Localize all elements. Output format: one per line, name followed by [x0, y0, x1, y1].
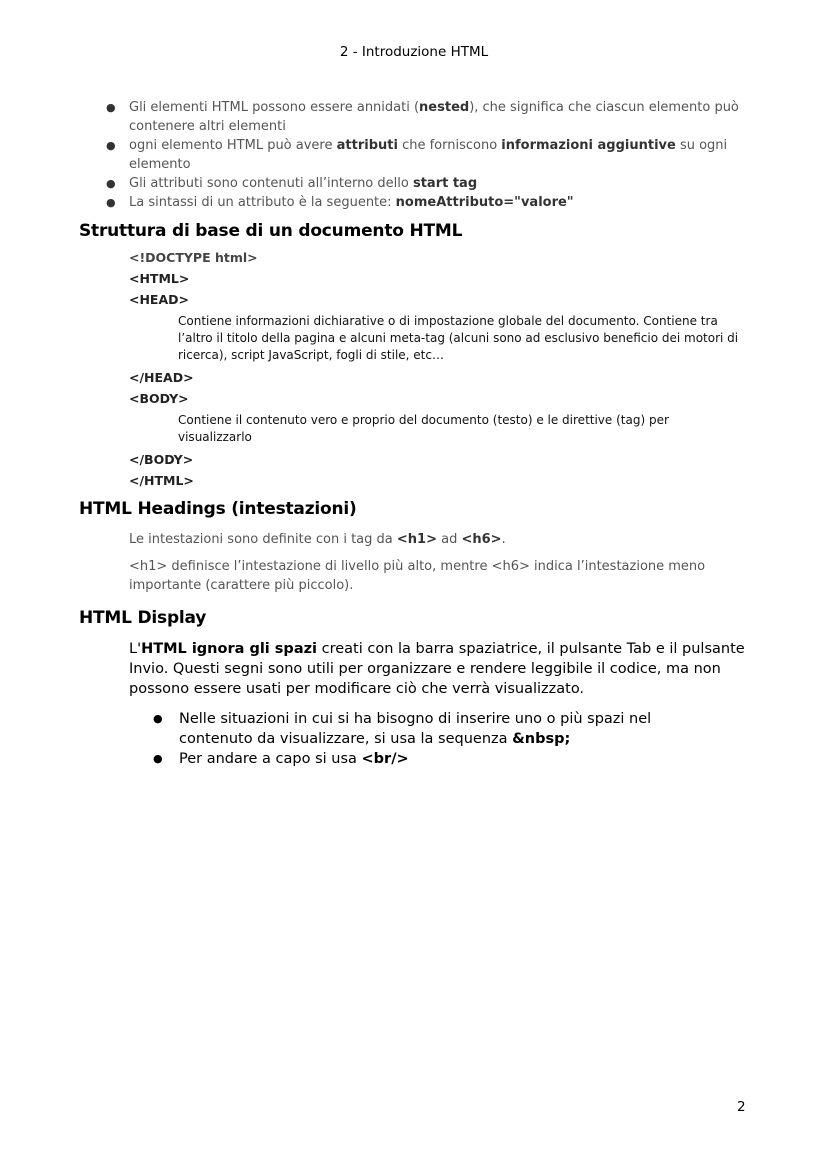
- list-item: ● Per andare a capo si usa <br/>: [153, 751, 409, 767]
- html-open-tag: <HTML>: [129, 271, 190, 286]
- head-close-tag: </HEAD>: [129, 370, 194, 385]
- page-header: 2 - Introduzione HTML: [339, 44, 489, 60]
- page-content: [79, 98, 759, 769]
- list-item: ● Gli elementi HTML possono essere annidati (nested), che significa che ciascun elemento può contenere altri elementi: [106, 100, 739, 134]
- bullet-icon: ●: [153, 752, 163, 765]
- list-item: ● ogni elemento HTML può avere attributi che forniscono informazioni aggiuntive su ogni elemento: [106, 138, 728, 172]
- body-open-tag: <BODY>: [129, 391, 189, 406]
- headings-paragraph-1: Le intestazioni sono definite con i tag da <h1> ad <h6>.: [129, 532, 506, 547]
- bullet-icon: ●: [106, 139, 116, 152]
- display-bullet-list: [79, 709, 759, 769]
- structure-heading: Struttura di base di un documento HTML: [79, 221, 463, 241]
- bullet-icon: ●: [106, 196, 116, 209]
- bullet-icon: ●: [106, 177, 116, 190]
- body-close-tag: </BODY>: [129, 452, 194, 467]
- list-item: ● La sintassi di un attributo è la seguente: nomeAttributo="valore": [106, 195, 574, 210]
- bullet-icon: ●: [106, 101, 116, 114]
- page-number: 2: [737, 1099, 746, 1115]
- headings-heading: HTML Headings (intestazioni): [79, 499, 357, 519]
- list-item: ● Nelle situazioni in cui si ha bisogno di inserire uno o più spazi nel contenuto da visualizzare, si usa la sequenza &nbsp;: [153, 711, 652, 747]
- head-open-tag: <HEAD>: [129, 292, 189, 307]
- html-close-tag: </HTML>: [129, 473, 194, 488]
- intro-bullet-list: [79, 98, 759, 212]
- headings-paragraph-2: <h1> definisce l’intestazione di livello più alto, mentre <h6> indica l’intestazione meno importante (carattere più piccolo).: [129, 559, 706, 593]
- body-description: Contiene il contenuto vero e proprio del documento (testo) e le direttive (tag) per visualizzarlo: [178, 413, 669, 444]
- display-heading: HTML Display: [79, 608, 207, 628]
- doctype-tag: <!DOCTYPE html>: [129, 250, 258, 265]
- bullet-icon: ●: [153, 712, 163, 725]
- head-description: Contiene informazioni dichiarative o di impostazione globale del documento. Contiene tra l’altro il titolo della pagina e alcuni meta-tag (alcuni sono ad esclusivo beneficio dei motori di ricerca), script JavaScript, fogli di stile, etc…: [178, 314, 739, 362]
- display-paragraph: L'HTML ignora gli spazi creati con la barra spaziatrice, il pulsante Tab e il pulsante Invio. Questi segni sono utili per organizzare e rendere leggibile il codice, ma non possono essere usati per modificare ciò che verrà visualizzato.: [129, 641, 745, 697]
- list-item: ● Gli attributi sono contenuti all’interno dello start tag: [106, 176, 478, 191]
